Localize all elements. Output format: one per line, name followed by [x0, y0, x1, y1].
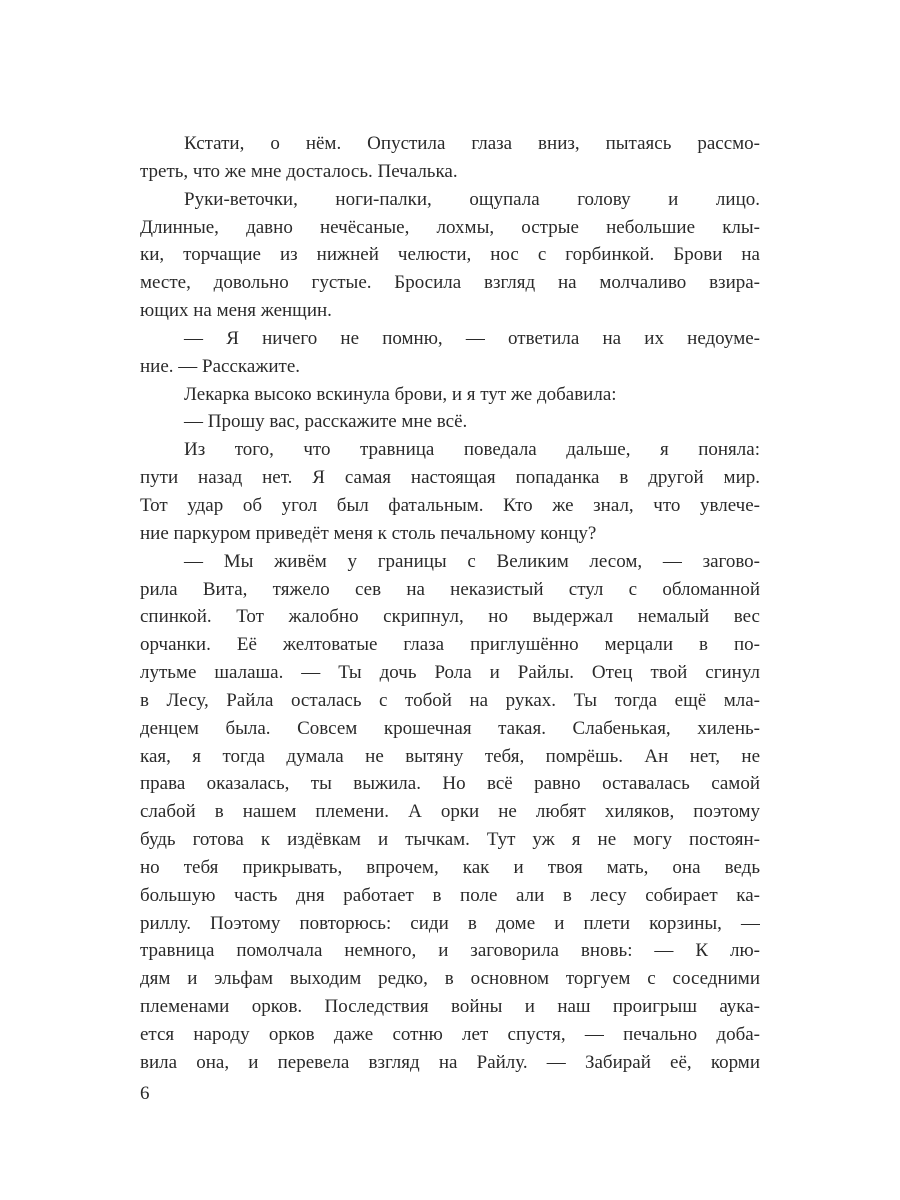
page-body	[140, 130, 760, 1077]
text-line: Лекарка высоко вскинула брови, и я тут же добавила:	[184, 383, 617, 405]
text-line: будь готова к издёвкам и тычкам. Тут уж я не могу постоян-	[140, 829, 760, 851]
text-line: Руки-веточки, ноги-палки, ощупала голову и лицо.	[184, 188, 760, 210]
text-line: Кстати, о нём. Опустила глаза вниз, пытаясь рассмо-	[184, 133, 760, 154]
text-line: ется народу орков даже сотню лет спустя, — печально доба-	[140, 1024, 760, 1045]
text-line: слабой в нашем племени. А орки не любят хиляков, поэтому	[140, 801, 760, 823]
text-line: дям и эльфам выходим редко, в основном торгуем с соседними	[140, 968, 760, 990]
text-line: Длинные, давно нечёсаные, лохмы, острые небольшие клы-	[140, 216, 760, 238]
text-line: большую часть дня работает в поле али в лесу собирает ка-	[140, 884, 760, 906]
text-line: денцем была. Совсем крошечная такая. Слабенькая, хилень-	[140, 717, 760, 739]
text-line: племенами орков. Последствия войны и наш проигрыш аука-	[140, 996, 760, 1018]
text-line: права оказалась, ты выжила. Но всё равно оставалась самой	[140, 773, 760, 795]
text-line: — Прошу вас, расскажите мне всё.	[184, 411, 468, 433]
text-line: рила Вита, тяжело сев на неказистый стул с обломанной	[140, 578, 760, 600]
text-line: — Я ничего не помню, — ответила на их недоуме-	[184, 327, 760, 349]
text-line: треть, что же мне досталось. Печалька.	[140, 160, 458, 182]
text-line: ние. — Расскажите.	[140, 355, 301, 377]
text-line: вила она, и перевела взгляд на Райлу. — Забирай её, корми	[140, 1051, 760, 1073]
text-line: риллу. Поэтому повторюсь: сиди в доме и плети корзины, —	[140, 912, 760, 934]
text-line: орчанки. Её желтоватые глаза приглушённо мерцали в по-	[140, 634, 760, 656]
text-line: ки, торчащие из нижней челюсти, нос с горбинкой. Брови на	[140, 244, 760, 266]
text-line: ние паркуром приведёт меня к столь печальному концу?	[140, 522, 597, 544]
text-line: Тот удар об угол был фатальным. Кто же знал, что увлече-	[140, 494, 760, 516]
text-line: но тебя прикрывать, впрочем, как и твоя мать, она ведь	[140, 856, 760, 878]
text-line: — Мы живём у границы с Великим лесом, — загово-	[184, 550, 760, 572]
text-line: месте, довольно густые. Бросила взгляд на молчаливо взира-	[140, 272, 760, 294]
text-line: кая, я тогда думала не вытяну тебя, помрёшь. Ан нет, не	[140, 745, 760, 767]
text-line: пути назад нет. Я самая настоящая попаданка в другой мир.	[140, 467, 760, 489]
text-line: ющих на меня женщин.	[140, 300, 332, 322]
text-line: лутьме шалаша. — Ты дочь Рола и Райлы. Отец твой сгинул	[140, 662, 760, 684]
text-line: травница помолчала немного, и заговорила вновь: — К лю-	[140, 940, 760, 962]
text-line: в Лесу, Райла осталась с тобой на руках. Ты тогда ещё мла-	[140, 689, 760, 711]
text-line: спинкой. Тот жалобно скрипнул, но выдержал немалый вес	[140, 606, 760, 628]
text-line: Из того, что травница поведала дальше, я поняла:	[184, 439, 760, 461]
page-number: 6	[140, 1083, 150, 1104]
